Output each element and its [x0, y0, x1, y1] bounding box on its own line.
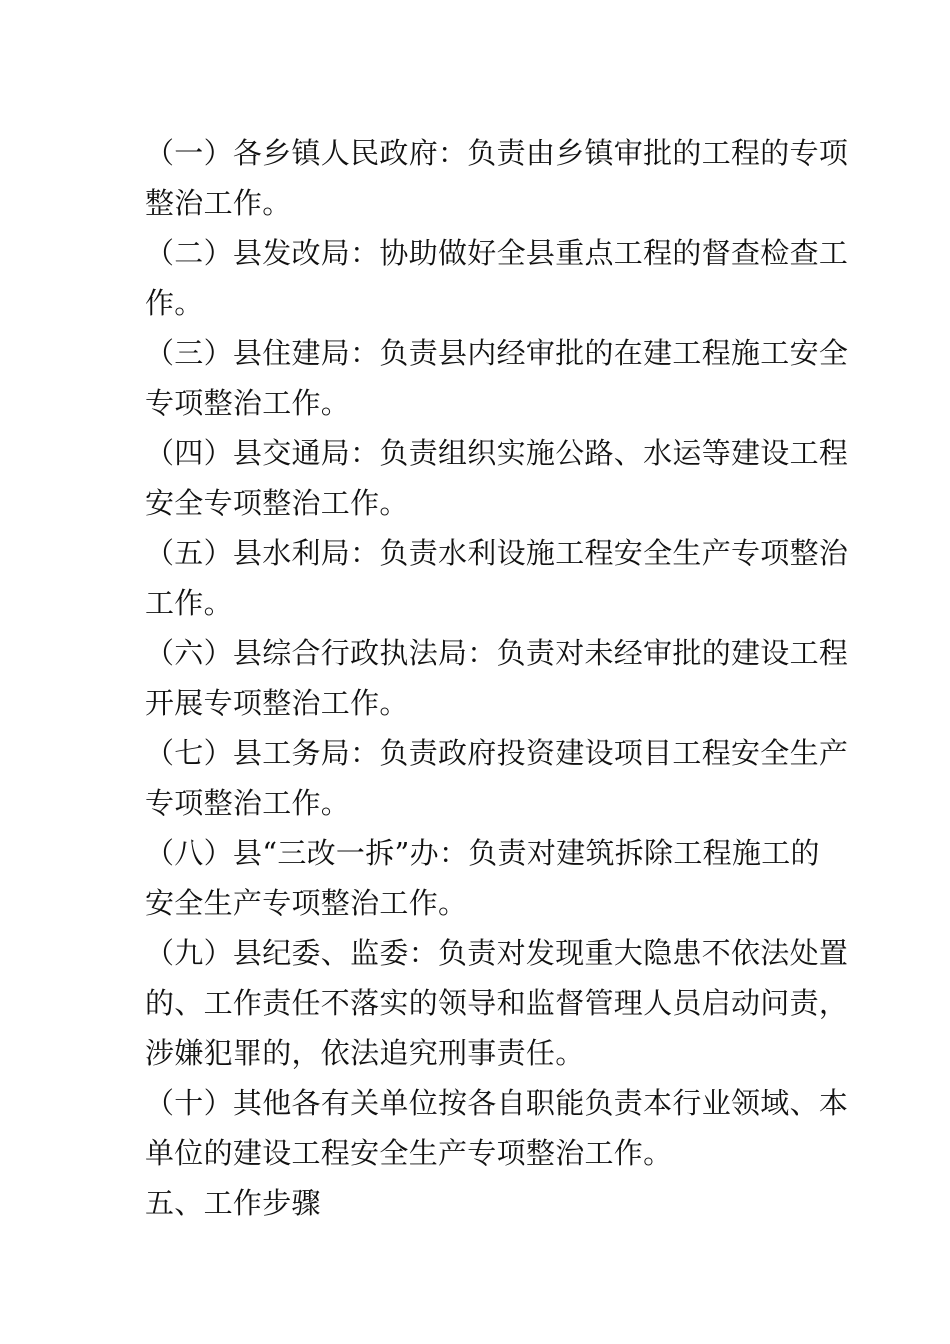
document-body: [145, 128, 849, 1228]
paragraph-line: （六）县综合行政执法局：负责对未经审批的建设工程: [145, 636, 849, 670]
paragraph-line: 专项整治工作。: [145, 786, 351, 820]
paragraph-line: （十）其他各有关单位按各自职能负责本行业领域、本: [145, 1086, 849, 1120]
paragraph-line: 工作。: [145, 586, 233, 620]
paragraph-line: （八）县“三改一拆”办：负责对建筑拆除工程施工的: [145, 836, 820, 870]
paragraph-line: 单位的建设工程安全生产专项整治工作。: [145, 1136, 673, 1170]
paragraph-line: 安全专项整治工作。: [145, 486, 409, 520]
paragraph-line: （三）县住建局：负责县内经审批的在建工程施工安全: [145, 336, 849, 370]
paragraph-line: （一）各乡镇人民政府：负责由乡镇审批的工程的专项: [145, 136, 849, 170]
paragraph-line: （七）县工务局：负责政府投资建设项目工程安全生产: [145, 736, 849, 770]
paragraph-line: （四）县交通局：负责组织实施公路、水运等建设工程: [145, 436, 849, 470]
paragraph-line: 作。: [145, 286, 204, 320]
section-heading: 五、工作步骤: [145, 1186, 321, 1220]
paragraph-line: （五）县水利局：负责水利设施工程安全生产专项整治: [145, 536, 849, 570]
paragraph-line: （九）县纪委、监委：负责对发现重大隐患不依法处置: [145, 936, 849, 970]
paragraph-line: （二）县发改局：协助做好全县重点工程的督查检查工: [145, 236, 849, 270]
paragraph-line: 专项整治工作。: [145, 386, 351, 420]
paragraph-line: 开展专项整治工作。: [145, 686, 409, 720]
paragraph-line: 安全生产专项整治工作。: [145, 886, 468, 920]
paragraph-line: 整治工作。: [145, 186, 292, 220]
paragraph-line: 涉嫌犯罪的，依法追究刑事责任。: [145, 1036, 585, 1070]
paragraph-line: 的、工作责任不落实的领导和监督管理人员启动问责，: [145, 986, 849, 1020]
